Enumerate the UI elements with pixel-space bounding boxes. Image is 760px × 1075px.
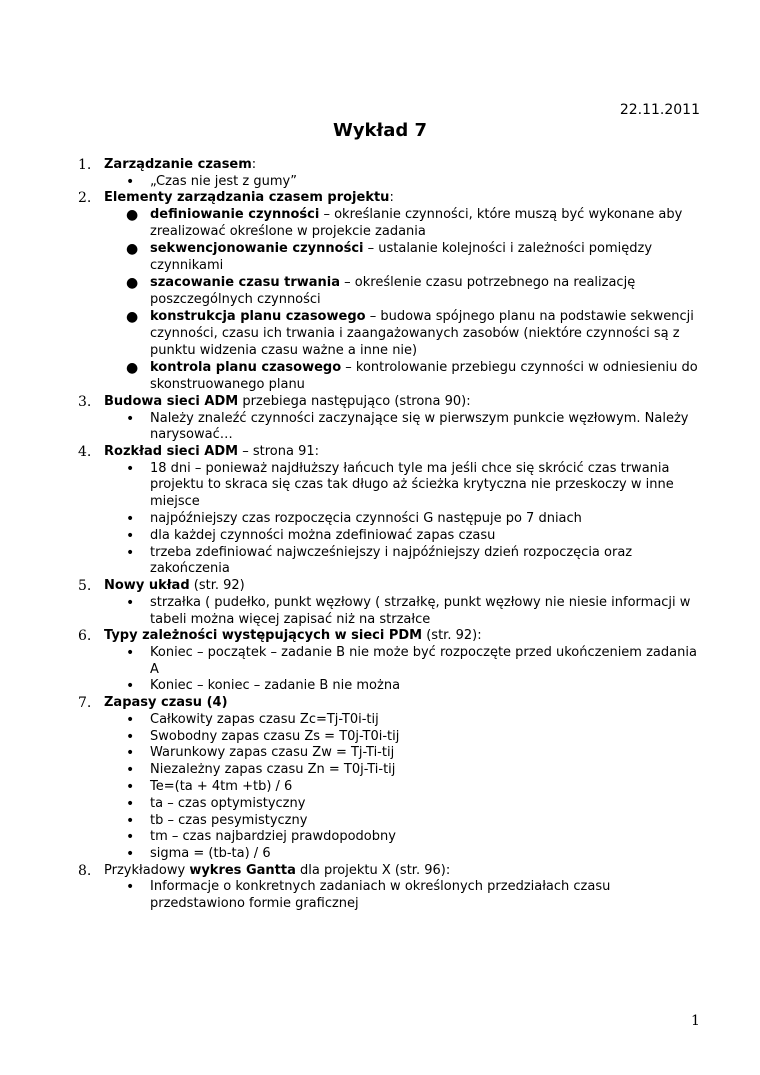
list-item (78, 157, 703, 190)
list-number: 1. (78, 157, 92, 173)
item-heading: Zapasy czasu (4) (104, 695, 228, 711)
item-heading-rest: dla projektu X (str. 96): (295, 862, 451, 878)
item-heading: Budowa sieci ADM (104, 394, 239, 410)
list-number: 7. (78, 695, 92, 712)
item-heading: Zarządzanie czasem (104, 157, 252, 172)
document-date: 22.11.2011 (619, 102, 700, 118)
sub-item: • Całkowity zapas czasu Zc=Tj-T0i-tij (126, 711, 379, 728)
bullet-icon: • (126, 544, 135, 561)
document-body (78, 157, 703, 913)
sub-list (104, 879, 703, 913)
list-item (78, 444, 703, 578)
sub-item: • Swobodny zapas czasu Zs = T0j-T0i-tij (126, 728, 400, 745)
list-number: 4. (78, 444, 92, 461)
list-item (78, 394, 703, 444)
sub-item: • ta – czas optymistyczny (126, 795, 306, 812)
bullet-icon: • (126, 594, 135, 611)
sub-list (104, 411, 703, 445)
sub-list (104, 207, 703, 394)
sub-item: • tb – czas pesymistyczny (126, 812, 308, 829)
item-heading-pre: Przykładowy (104, 862, 190, 878)
item-heading-rest: (str. 92) (189, 578, 245, 594)
bullet-icon: • (126, 173, 135, 190)
item-heading: Nowy układ (104, 578, 190, 594)
sub-item: • Warunkowy zapas czasu Zw = Tj-Ti-tij (126, 745, 395, 762)
bullet-icon: • (126, 829, 135, 846)
bullet-icon: • (126, 711, 135, 728)
sub-list (104, 645, 703, 695)
bullet-icon: • (126, 678, 135, 695)
sub-item: ● konstrukcja planu czasowego – budowa spójnego planu na podstawie sekwencji czynności, czasu ich trwania i zaangażowanych zasobów (niektóre czynności są z punktu widzenia czasu ważne a inne nie) (126, 309, 694, 358)
sub-item: • Informacje o konkretnych zadaniach w określonych przedziałach czasu przedstawiono formie graficznej (126, 879, 611, 912)
item-heading-rest: : (251, 157, 257, 172)
sub-item: • Te=(ta + 4tm +tb) / 6 (126, 778, 293, 795)
sub-list (104, 174, 703, 191)
bullet-icon: • (126, 812, 135, 829)
bullet-icon: • (126, 795, 135, 812)
sub-item: • trzeba zdefiniować najwcześniejszy i najpóźniejszy dzień rozpoczęcia oraz zakończenia (126, 544, 633, 577)
bullet-icon: • (126, 846, 135, 863)
sub-item: ● sekwencjonowanie czynności – ustalanie kolejności i zależności pomiędzy czynnikami (126, 240, 653, 273)
sub-item: • Koniec – koniec – zadanie B nie można (126, 678, 401, 695)
document-title: Wykład 7 (332, 120, 428, 141)
list-number: 5. (78, 578, 92, 595)
bullet-icon: • (126, 460, 135, 477)
sub-list (104, 712, 703, 863)
bullet-icon: • (126, 745, 135, 762)
bullet-icon: • (126, 728, 135, 745)
page-number: 1 (691, 1013, 700, 1029)
sub-item: • najpóźniejszy czas rozpoczęcia czynności G następuje po 7 dniach (126, 511, 582, 528)
bullet-icon: ● (126, 206, 139, 223)
sub-item: • Niezależny zapas czasu Zn = T0j-Ti-tij (126, 762, 396, 779)
list-number: 6. (78, 628, 92, 645)
sub-item: ● kontrola planu czasowego – kontrolowanie przebiegu czynności w odniesieniu do skonstruowanego planu (126, 359, 698, 392)
item-heading-rest: przebiega następująco (strona 90): (238, 394, 471, 410)
sub-item: • Koniec – początek – zadanie B nie może być rozpoczęte przed ukończeniem zadania A (126, 644, 697, 677)
sub-item: • dla każdej czynności można zdefiniować zapas czasu (126, 527, 496, 544)
item-heading-rest: : (389, 190, 394, 206)
list-item (78, 190, 703, 393)
sub-item: • Należy znaleźć czynności zaczynające się w pierwszym punkcie węzłowym. Należy narysować… (126, 410, 689, 443)
sub-list (104, 461, 703, 579)
bullet-icon: ● (126, 309, 139, 326)
item-heading-rest: (str. 92): (422, 628, 482, 644)
bullet-icon: ● (126, 274, 139, 291)
list-item (78, 863, 703, 913)
list-item (78, 628, 703, 695)
item-heading: Elementy zarządzania czasem projektu (104, 190, 390, 206)
item-heading: wykres Gantta (189, 862, 296, 878)
sub-item: ● szacowanie czasu trwania – określenie czasu potrzebnego na realizację poszczególnych czynności (126, 274, 636, 307)
list-number: 2. (78, 190, 92, 207)
bullet-icon: • (126, 879, 135, 896)
list-number: 8. (78, 862, 92, 879)
item-heading: Typy zależności występujących w sieci PDM (104, 628, 423, 644)
sub-list (104, 595, 703, 629)
bullet-icon: • (126, 410, 135, 427)
sub-item: • tm – czas najbardziej prawdopodobny (126, 829, 396, 846)
bullet-icon: ● (126, 359, 139, 376)
list-item (78, 578, 703, 628)
bullet-icon: ● (126, 240, 139, 257)
main-list (78, 157, 703, 913)
bullet-icon: • (126, 511, 135, 528)
bullet-icon: • (126, 762, 135, 779)
item-heading-rest: – strona 91: (238, 444, 319, 460)
bullet-icon: • (126, 778, 135, 795)
list-item (78, 695, 703, 863)
sub-item: • sigma = (tb-ta) / 6 (126, 846, 271, 863)
bullet-icon: • (126, 527, 135, 544)
list-number: 3. (78, 394, 92, 411)
sub-item: • strzałka ( pudełko, punkt węzłowy ( strzałkę, punkt węzłowy nie niesie informacji w tabeli można więcej zapisać niż na strzałce (126, 594, 691, 627)
sub-item: ● definiowanie czynności – określanie czynności, które muszą być wykonane aby zrealizować określone w projekcie zadania (126, 206, 683, 239)
sub-item: • „Czas nie jest z gumy” (126, 173, 297, 190)
bullet-icon: • (126, 644, 135, 661)
sub-item: • 18 dni – ponieważ najdłuższy łańcuch tyle ma jeśli chce się skrócić czas trwania projektu to skraca się czas tak długo aż ścieżka krytyczna nie przeskoczy w inne miejsce (126, 460, 674, 510)
item-heading: Rozkład sieci ADM (104, 444, 239, 460)
